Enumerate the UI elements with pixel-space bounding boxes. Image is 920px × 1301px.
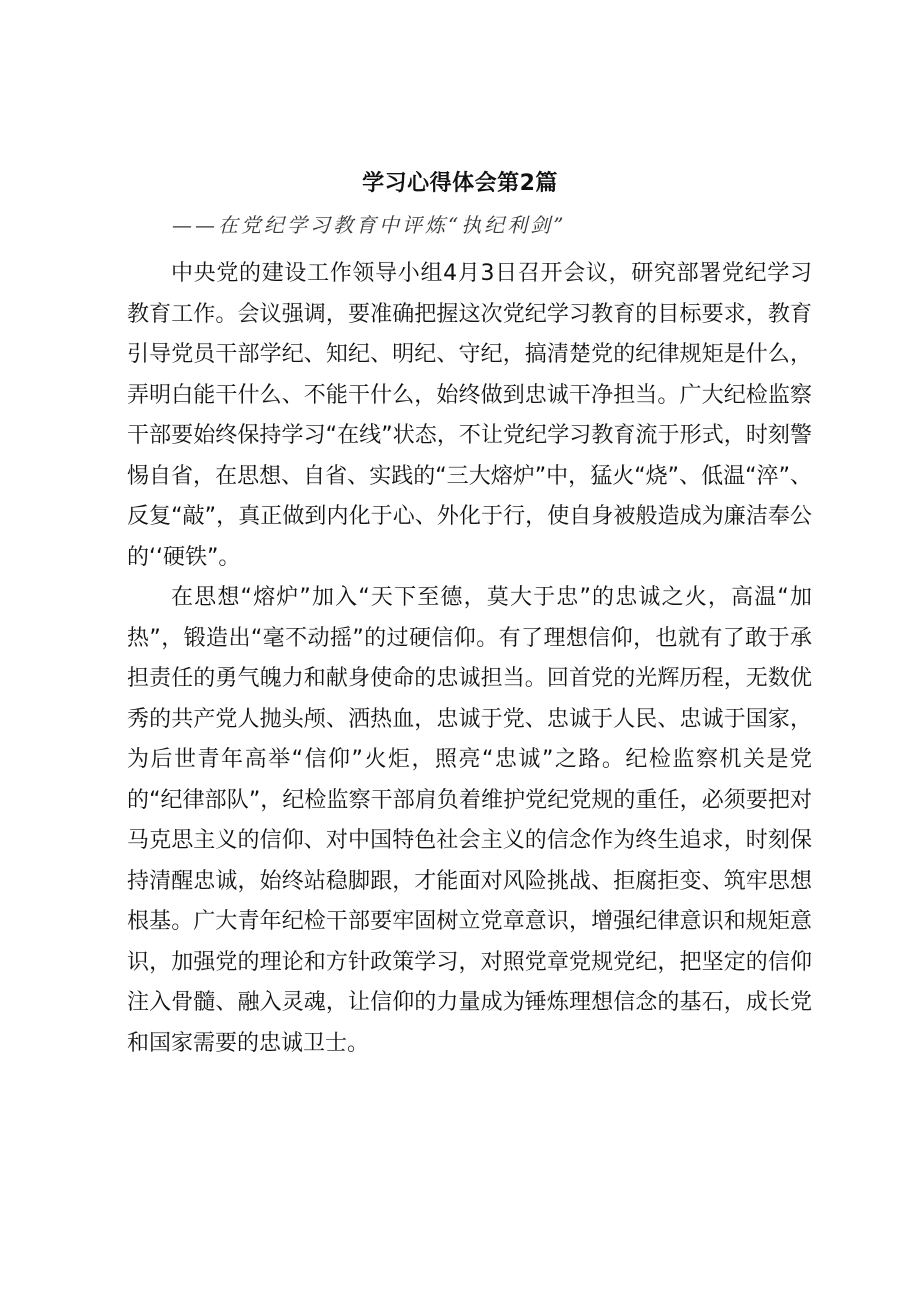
document-body: [127, 254, 812, 1064]
document-subtitle: ——在党纪学习教育中评炼“执纪利剑”: [172, 213, 567, 237]
paragraph-2: 在思想“熔炉”加入“天下至德，莫大于忠”的忠诚之火，高温“加热”，锻造出“毫不动摇”的过硬信仰。有了理想信仰，也就有了敢于承担责任的勇气魄力和献身使命的忠诚担当。回首党的光辉历程，无数优秀的共产党人抛头颅、洒热血，忠诚于党、忠诚于人民、忠诚于国家，为后世青年高举“信仰”火炬，照亮“忠诚”之路。纪检监察机关是党的“纪律部队”，纪检监察干部肩负着维护党纪党规的重任，必须要把对马克思主义的信仰、对中国特色社会主义的信念作为终生追求，时刻保持清醒忠诚，始终站稳脚跟，才能面对风险挑战、拒腐拒变、筑牢思想根基。广大青年纪检干部要牢固树立党章意识，增强纪律意识和规矩意识，加强党的理论和方针政策学习，对照党章党规党纪，把坚定的信仰注入骨髓、融入灵魂，让信仰的力量成为锤炼理想信念的基石，成长党和国家需要的忠诚卫士。: [127, 585, 812, 1056]
document-title: 学习心得体会第2篇: [362, 171, 558, 196]
paragraph-1: 中央党的建设工作领导小组4月3日召开会议，研究部署党纪学习教育工作。会议强调，要准确把握这次党纪学习教育的目标要求，教育引导党员干部学纪、知纪、明纪、守纪，搞清楚党的纪律规矩是什么，弄明白能干什么、不能干什么，始终做到忠诚干净担当。广大纪检监察干部要始终保持学习“在线”状态，不让党纪学习教育流于形式，时刻警惕自省，在思想、自省、实践的“三大熔炉”中，猛火“烧”、低温“淬”、反复“敲”，真正做到内化于心、外化于行，使自身被般造成为廉洁奉公的‘‘硬铁”。: [127, 261, 812, 570]
